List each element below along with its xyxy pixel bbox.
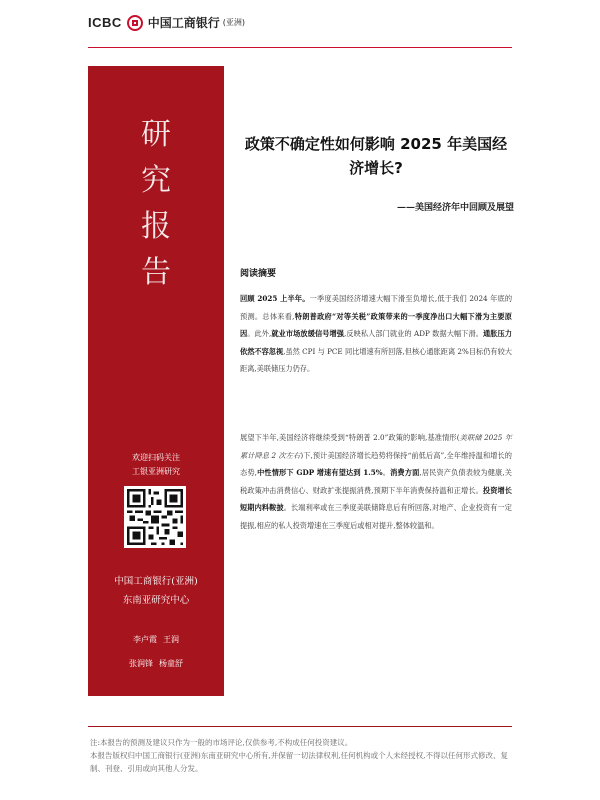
para-emphasis: 消费方面 — [390, 468, 420, 477]
para-emphasis: 特朗普政府“对等关税”政策带来的一季度净出口大幅下滑为主要原因 — [240, 311, 512, 338]
abstract-paragraph-2 — [240, 429, 512, 534]
org-line-2: 东南亚研究中心 — [122, 595, 190, 606]
para-text: ,居民资产负债表较为健康,关税政策冲击消费信心、财政扩张提振消费,预期下半年消费保持温和正增长。 — [240, 468, 512, 495]
para-text: ,虽然 CPI 与 PCE 同比增速有所回落,但核心通胀距离 2%目标仍有较大距离,美联储压力仍存。 — [240, 346, 512, 373]
para-italic: 美联储 2025 年累计降息 2 次左右 — [240, 433, 512, 460]
disclaimer-line-1: 注:本报告的预测及建议只作为一般的市场评论,仅供参考,不构成任何投资建议。 — [90, 738, 353, 747]
footer-divider — [88, 726, 512, 727]
logo-text-en: ICBC — [88, 15, 122, 30]
qr-code-icon[interactable] — [124, 486, 186, 548]
para-text: )下,预计美国经济增长趋势将保持“前低后高”,全年维持温和增长的态势, — [240, 450, 512, 477]
author-name: 杨童舒 — [159, 659, 183, 668]
para-text: 一季度美国经济增速大幅下滑至负增长,低于我们 2024 年底的预测。总体来看, — [240, 294, 513, 321]
title-char: 究 — [141, 163, 171, 198]
disclaimer-footnote — [90, 736, 518, 775]
abstract-heading: 阅读摘要 — [240, 269, 277, 279]
author-name: 张润锋 — [129, 659, 153, 668]
report-type-title — [88, 112, 224, 296]
para-emphasis: 通胀压力依然不容忽视 — [240, 329, 512, 356]
organization — [88, 572, 224, 610]
para-emphasis: 中性情形下 GDP 增速有望达到 1.5% — [256, 468, 383, 477]
header-divider — [88, 47, 512, 48]
para-emphasis: 投资增长短期内料鞍披 — [240, 485, 512, 512]
author-name: 王润 — [163, 635, 179, 644]
disclaimer-line-2: 本报告版权归中国工商银行(亚洲)东南亚研究中心所有,并保留一切法律权利,任何机构或个人未经授权,不得以任何形式修改、复制、刊登、引用或向其他人分发。 — [90, 751, 509, 773]
icbc-logo — [88, 14, 245, 31]
report-title: 政策不确定性如何影响 2025 年美国经济增长? — [244, 135, 508, 177]
page-header — [0, 0, 600, 64]
icbc-logo-icon — [127, 15, 143, 31]
logo-text-sub: (亚洲) — [222, 18, 246, 27]
title-char: 研 — [141, 117, 171, 152]
para-emphasis: 就业市场放缓信号增强 — [271, 329, 344, 338]
logo-text-cn: 中国工商银行 — [147, 16, 220, 30]
para-text: ,反映私人部门就业的 ADP 数据大幅下滑。 — [344, 329, 483, 338]
author-list — [88, 628, 224, 676]
para-text: 展望下半年,美国经济将继续受到“特朗普 2.0”政策的影响,基准情形( — [240, 433, 460, 442]
title-char: 报 — [141, 209, 171, 244]
org-line-1: 中国工商银行(亚洲) — [114, 576, 198, 587]
abstract-paragraph-1 — [240, 290, 512, 378]
scan-prompt — [88, 451, 224, 479]
report-subtitle: ——美国经济年中回顾及展望 — [396, 203, 514, 213]
para-text: 。 — [382, 468, 391, 477]
title-char: 告 — [141, 255, 171, 290]
author-name: 李卢霞 — [133, 635, 157, 644]
para-emphasis: 回顾 2025 上半年。 — [240, 294, 310, 303]
cover-sidebar — [88, 66, 224, 696]
scan-line-1: 欢迎扫码关注 — [132, 453, 180, 462]
scan-line-2: 工银亚洲研究 — [132, 467, 180, 476]
para-text: 。长端利率或在三季度美联储降息后有所回落,对地产、企业投资有一定提振,相应的私人投资增速在三季度后或相对提升,整体较温和。 — [240, 503, 512, 530]
para-text: 。此外, — [247, 329, 272, 338]
